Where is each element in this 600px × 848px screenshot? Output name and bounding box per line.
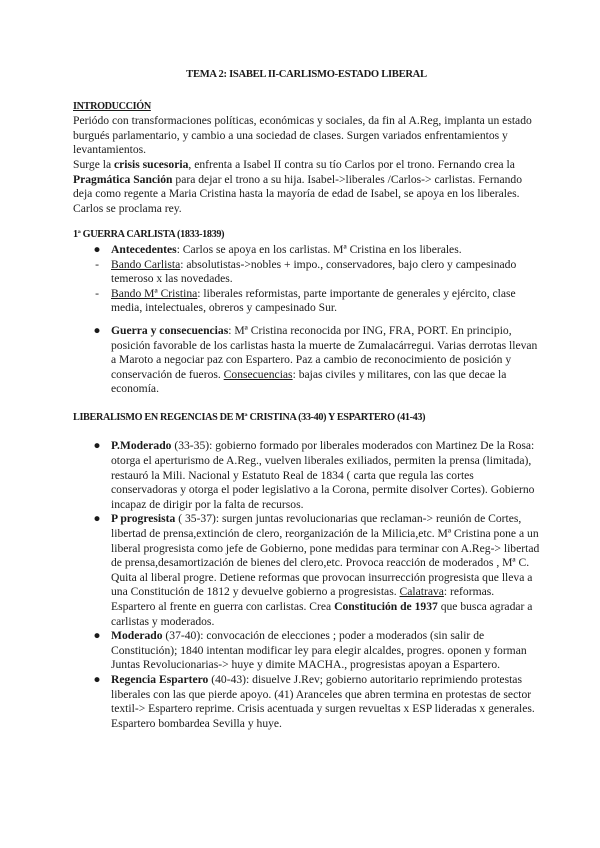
intro-text: , enfrenta a Isabel II contra su tío Carlos por el trono. Fernando crea la	[188, 157, 515, 171]
bullet-icon: ●	[93, 672, 101, 686]
section-heading-guerra-carlista: 1ª GUERRA CARLISTA (1833-1839)	[73, 229, 225, 241]
item-text-2: : reformas. Espartero al frente en guerra con carlistas. Crea	[111, 585, 495, 613]
list-item-moderado	[73, 629, 540, 673]
intro-text: para dejar el trono a su hija. Isabel->liberales /Carlos-> carlistas. Fernando deja como regente a Maria Cristina hasta la mayoría de edad de Isabel, se apoya en los liberales. Carlos se proclama rey.	[73, 172, 523, 215]
liberalismo-list	[73, 439, 540, 731]
bullet-icon: ●	[93, 629, 101, 643]
item-text: : absolutistas->nobles + impo., conservadores, bajo clero y campesinado temeroso x las novedades.	[111, 257, 517, 286]
bullet-icon: ●	[93, 439, 101, 453]
item-label: Guerra y consecuencias	[111, 323, 229, 337]
spacer	[73, 397, 540, 411]
bullet-icon: ●	[93, 323, 101, 337]
intro-text: Surge la	[73, 157, 115, 171]
section-heading-introduccion: INTRODUCCIÓN	[73, 100, 151, 112]
pragmatica-sancion-term: Pragmática Sanción	[73, 172, 173, 186]
item-text: : liberales reformistas, parte importante de generales y ejército, clase media, intelectuales, obreros y campesinado Sur.	[111, 286, 516, 315]
item-text: : Carlos se apoya en los carlistas. Mª Cristina en los liberales.	[176, 242, 462, 256]
section-heading-liberalismo: LIBERALISMO EN REGENCIAS DE Mª CRISTINA (33-40) Y ESPARTERO (41-43)	[73, 411, 426, 423]
dash-icon: -	[95, 257, 99, 271]
item-label: P progresista	[111, 512, 176, 526]
spacer	[73, 425, 540, 439]
bullet-icon: ●	[93, 512, 101, 526]
item-label: Bando Carlista	[111, 257, 181, 271]
guerra-list	[73, 243, 540, 316]
item-text: (37-40): convocación de elecciones ; poder a moderados (sin salir de Constitución); 1840 intentan modificar ley para elegir alcaldes, progres. oponen y forman Juntas Revolucionarias-> huye y dimite MACHA., progresistas apoyan a Espartero.	[111, 629, 527, 672]
list-item-p-progresista	[73, 512, 540, 629]
item-label: Regencia Espartero	[111, 672, 209, 686]
guerra-list-2	[73, 324, 540, 397]
item-label: Antecedentes	[111, 242, 177, 256]
item-text: (33-35): gobierno formado por liberales moderados con Martinez De la Rosa: otorga el aperturismo de A.Reg., vuelven liberales exiliados, permiten la prensa (limitada), restauró la Mili. Nacional y Estatuto Real de 1834 ( carta que regula las cortes conservadoras y otorga el poder legislativo a la Corona, permite disolver Cortes). Gobierno incapaz de dirigir por la falta de recursos.	[111, 439, 535, 511]
list-item-bando-cristina	[73, 287, 540, 316]
item-label: P.Moderado	[111, 439, 172, 453]
item-text-2: : bajas civiles y militares, con las que decae la economía.	[111, 367, 507, 396]
item-label: Moderado	[111, 629, 163, 643]
item-label-2: Consecuencias	[223, 367, 293, 381]
document-title: TEMA 2: ISABEL II-CARLISMO-ESTADO LIBERAL	[186, 69, 427, 80]
item-label: Bando Mª Cristina	[111, 286, 198, 300]
intro-paragraph-2	[73, 158, 540, 216]
item-label-3: Constitución de 1937	[334, 600, 438, 613]
list-item-p-moderado	[73, 439, 540, 512]
item-text-3: que busca agradar a carlistas y moderados.	[111, 600, 533, 628]
intro-paragraph-1: Periódo con transformaciones políticas, económicas y sociales, da fin al A.Reg, implanta un estado burgués parlamentario, y cambio a una sociedad de clases. Surgen variados enfrentamientos y levantamientos.	[73, 114, 532, 157]
list-item-regencia-espartero	[73, 673, 540, 731]
list-item-bando-carlista	[73, 258, 540, 287]
dash-icon: -	[95, 286, 99, 300]
bullet-icon: ●	[93, 242, 101, 256]
spacer	[73, 316, 540, 324]
item-text: (40-43): disuelve J.Rev; gobierno autoritario reprimiendo protestas liberales con las que pierde apoyo. (41) Aranceles que abren termina en protestas de sector textil-> Espartero reprime. Crisis acentuada y surgen revueltas x ESP lideradas x generales. Espartero bombardea Sevilla y huye.	[111, 672, 535, 730]
item-text: ( 35-37): surgen juntas revolucionarias que reclaman-> reunión de Cortes, libertad de prensa,extinción de clero, reorganización de la Milicia,etc. Mª Cristina pone a un liberal progresista como jefe de Gobierno, pone medidas para terminar con A.Reg-> libertad de prensa,desamortización de bienes del clero,etc. Provoca reacción de moderados , Mª C. Quita al liberal progre. Detiene reformas que provocan insurrección progresista que lleva a una Constitución de 1812 y devuelve gobierno a progresistas.	[111, 512, 540, 599]
item-label-2: Calatrava	[399, 585, 444, 599]
list-item-antecedentes	[73, 243, 540, 258]
intro-block	[73, 114, 540, 216]
list-item-guerra-consecuencias	[73, 324, 540, 397]
crisis-sucesoria-term: crisis sucesoria	[114, 157, 189, 171]
item-text: : Mª Cristina reconocida por ING, FRA, PORT. En principio, posición favorable de los carlistas hasta la muerte de Zumalacárregui. Varias derrotas llevan a Maroto a negociar paz con Espartero. Paz a cambio de reconocimiento de posición y conservación de fueros.	[111, 323, 538, 381]
